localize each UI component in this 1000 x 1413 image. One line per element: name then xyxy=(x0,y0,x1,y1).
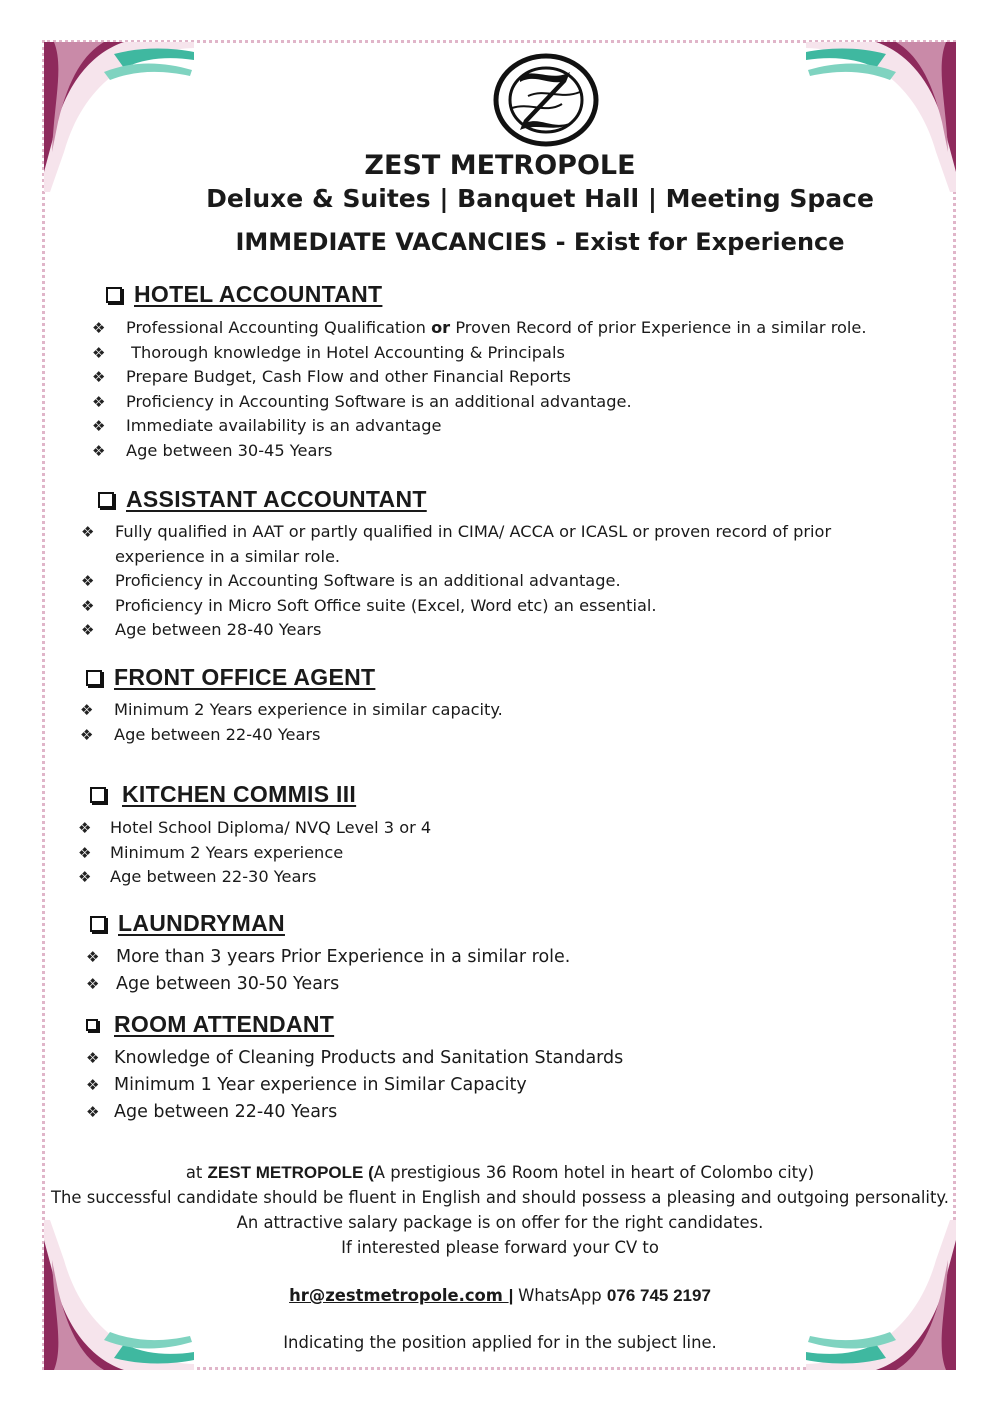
footer-contact xyxy=(0,1283,1000,1308)
checkbox-square-icon xyxy=(90,916,106,932)
diamond-bullet-icon: ❖ xyxy=(92,368,106,387)
section-room-attendant xyxy=(86,1011,334,1038)
footer-line-salary: An attractive salary package is on offer for the right candidates. xyxy=(236,1213,764,1232)
section-assistant-accountant xyxy=(98,486,427,513)
diamond-bullet-icon: ❖ xyxy=(81,621,95,640)
item-text: experience in a similar role. xyxy=(115,546,341,566)
diamond-bullet-icon: ❖ xyxy=(86,948,100,966)
diamond-bullet-icon: ❖ xyxy=(81,523,95,541)
list-item xyxy=(81,618,831,643)
diamond-bullet-icon: ❖ xyxy=(80,701,94,719)
diamond-bullet-icon: ❖ xyxy=(86,1103,100,1121)
list-item xyxy=(78,865,431,890)
list-item-continuation xyxy=(81,545,831,570)
list-item xyxy=(92,414,867,439)
section-title: KITCHEN COMMIS III xyxy=(122,781,357,807)
item-text: Age between 22-40 Years xyxy=(114,1102,338,1122)
whatsapp-label: WhatsApp xyxy=(518,1286,607,1305)
item-text: Hotel School Diploma/ NVQ Level 3 or 4 xyxy=(110,818,432,837)
checkbox-square-icon xyxy=(86,1019,98,1031)
section-heading xyxy=(90,781,356,808)
list-item xyxy=(92,341,867,366)
checkbox-square-icon xyxy=(86,670,102,686)
item-text: Fully qualified in AAT or partly qualified in CIMA/ ACCA or ICASL or proven record of prior xyxy=(115,522,832,541)
brand-subtitle: Deluxe & Suites | Banquet Hall | Meeting Space xyxy=(206,184,874,213)
diamond-bullet-icon: ❖ xyxy=(86,975,100,993)
checkbox-square-icon xyxy=(90,787,106,803)
section-kitchen-commis xyxy=(90,781,356,808)
item-text: Proficiency in Micro Soft Office suite (Excel, Word etc) an essential. xyxy=(115,595,657,615)
section-heading xyxy=(86,664,375,691)
item-text: Age between 30-50 Years xyxy=(116,974,340,994)
list-front-office-agent xyxy=(80,694,503,747)
item-emphasis: or xyxy=(431,318,451,337)
section-heading xyxy=(106,281,382,308)
footer-line-cv: If interested please forward your CV to xyxy=(341,1238,659,1257)
diamond-bullet-icon: ❖ xyxy=(92,417,106,436)
diamond-bullet-icon: ❖ xyxy=(81,572,95,591)
footer-text: A prestigious 36 Room hotel in heart of Colombo city) xyxy=(373,1163,815,1182)
list-item xyxy=(86,1045,623,1072)
list-item xyxy=(86,971,570,998)
list-kitchen-commis xyxy=(78,812,431,890)
list-item xyxy=(78,816,431,841)
diamond-bullet-icon: ❖ xyxy=(81,596,95,615)
footer-line-fluency: The successful candidate should be fluent in English and should possess a pleasing and outgoing personality. xyxy=(51,1188,949,1207)
whatsapp-number: 076 745 2197 xyxy=(606,1286,711,1305)
list-item xyxy=(92,316,867,341)
item-text: Proven Record of prior Experience in a similar role. xyxy=(450,318,867,337)
section-title: ASSISTANT ACCOUNTANT xyxy=(126,486,427,512)
section-laundryman xyxy=(90,910,285,937)
list-item xyxy=(81,594,831,619)
list-item xyxy=(80,698,503,723)
list-hotel-accountant xyxy=(92,312,867,464)
diamond-bullet-icon: ❖ xyxy=(92,392,106,411)
footer-line-subject: Indicating the position applied for in the subject line. xyxy=(283,1333,717,1352)
diamond-bullet-icon: ❖ xyxy=(86,1049,100,1067)
item-text: Thorough knowledge in Hotel Accounting & Principals xyxy=(126,342,565,362)
separator: | xyxy=(508,1286,519,1305)
section-hotel-accountant xyxy=(106,281,382,308)
section-title: FRONT OFFICE AGENT xyxy=(114,664,376,690)
list-item xyxy=(78,841,431,866)
diamond-bullet-icon: ❖ xyxy=(80,725,94,744)
list-room-attendant xyxy=(86,1041,623,1126)
brand-title: ZEST METROPOLE xyxy=(364,150,636,181)
item-text: Age between 22-30 Years xyxy=(110,867,317,887)
list-item xyxy=(81,569,831,594)
diamond-bullet-icon: ❖ xyxy=(86,1076,100,1094)
diamond-bullet-icon: ❖ xyxy=(92,441,106,460)
list-item xyxy=(86,1072,623,1099)
list-item xyxy=(92,390,867,415)
item-text: Minimum 2 Years experience xyxy=(110,842,344,862)
item-text: Immediate availability is an advantage xyxy=(126,416,442,436)
section-front-office-agent xyxy=(86,664,375,691)
footer-line-intro xyxy=(0,1160,1000,1185)
footer-brand: ZEST METROPOLE xyxy=(207,1163,364,1182)
email-link[interactable]: hr@zestmetropole.com xyxy=(289,1286,509,1305)
list-item xyxy=(86,1099,623,1126)
section-title: ROOM ATTENDANT xyxy=(114,1011,335,1037)
item-text: Minimum 1 Year experience in Similar Capacity xyxy=(114,1075,527,1095)
list-item xyxy=(86,944,570,971)
item-text: Professional Accounting Qualification xyxy=(126,318,432,337)
item-text: More than 3 years Prior Experience in a similar role. xyxy=(116,947,571,967)
list-item xyxy=(80,723,503,748)
checkbox-square-icon xyxy=(106,287,122,303)
item-text: Age between 28-40 Years xyxy=(115,620,322,640)
list-item xyxy=(92,439,867,464)
list-item xyxy=(92,365,867,390)
list-assistant-accountant xyxy=(81,516,831,643)
diamond-bullet-icon: ❖ xyxy=(78,868,92,887)
diamond-bullet-icon: ❖ xyxy=(78,819,92,837)
section-title: LAUNDRYMAN xyxy=(118,910,285,936)
footer-text: at xyxy=(185,1163,208,1182)
zest-logo-icon xyxy=(490,52,602,148)
item-text: Proficiency in Accounting Software is an additional advantage. xyxy=(126,391,632,411)
item-text: Proficiency in Accounting Software is an additional advantage. xyxy=(115,571,621,591)
section-title: HOTEL ACCOUNTANT xyxy=(134,281,383,307)
list-item xyxy=(81,520,831,545)
section-heading xyxy=(86,1011,334,1038)
diamond-bullet-icon: ❖ xyxy=(78,843,92,862)
footer-paren: ( xyxy=(363,1163,374,1182)
item-text: Knowledge of Cleaning Products and Sanitation Standards xyxy=(114,1048,624,1068)
item-text: Age between 30-45 Years xyxy=(126,440,333,460)
checkbox-square-icon xyxy=(98,492,114,508)
item-text: Age between 22-40 Years xyxy=(114,724,321,744)
item-text: Minimum 2 Years experience in similar capacity. xyxy=(114,700,503,719)
vacancies-title: IMMEDIATE VACANCIES - Exist for Experience xyxy=(235,228,845,256)
item-text: Prepare Budget, Cash Flow and other Financial Reports xyxy=(126,367,571,387)
section-heading xyxy=(98,486,427,513)
diamond-bullet-icon: ❖ xyxy=(92,319,106,337)
section-heading xyxy=(90,910,285,937)
list-laundryman xyxy=(86,940,570,998)
diamond-bullet-icon: ❖ xyxy=(92,343,106,362)
